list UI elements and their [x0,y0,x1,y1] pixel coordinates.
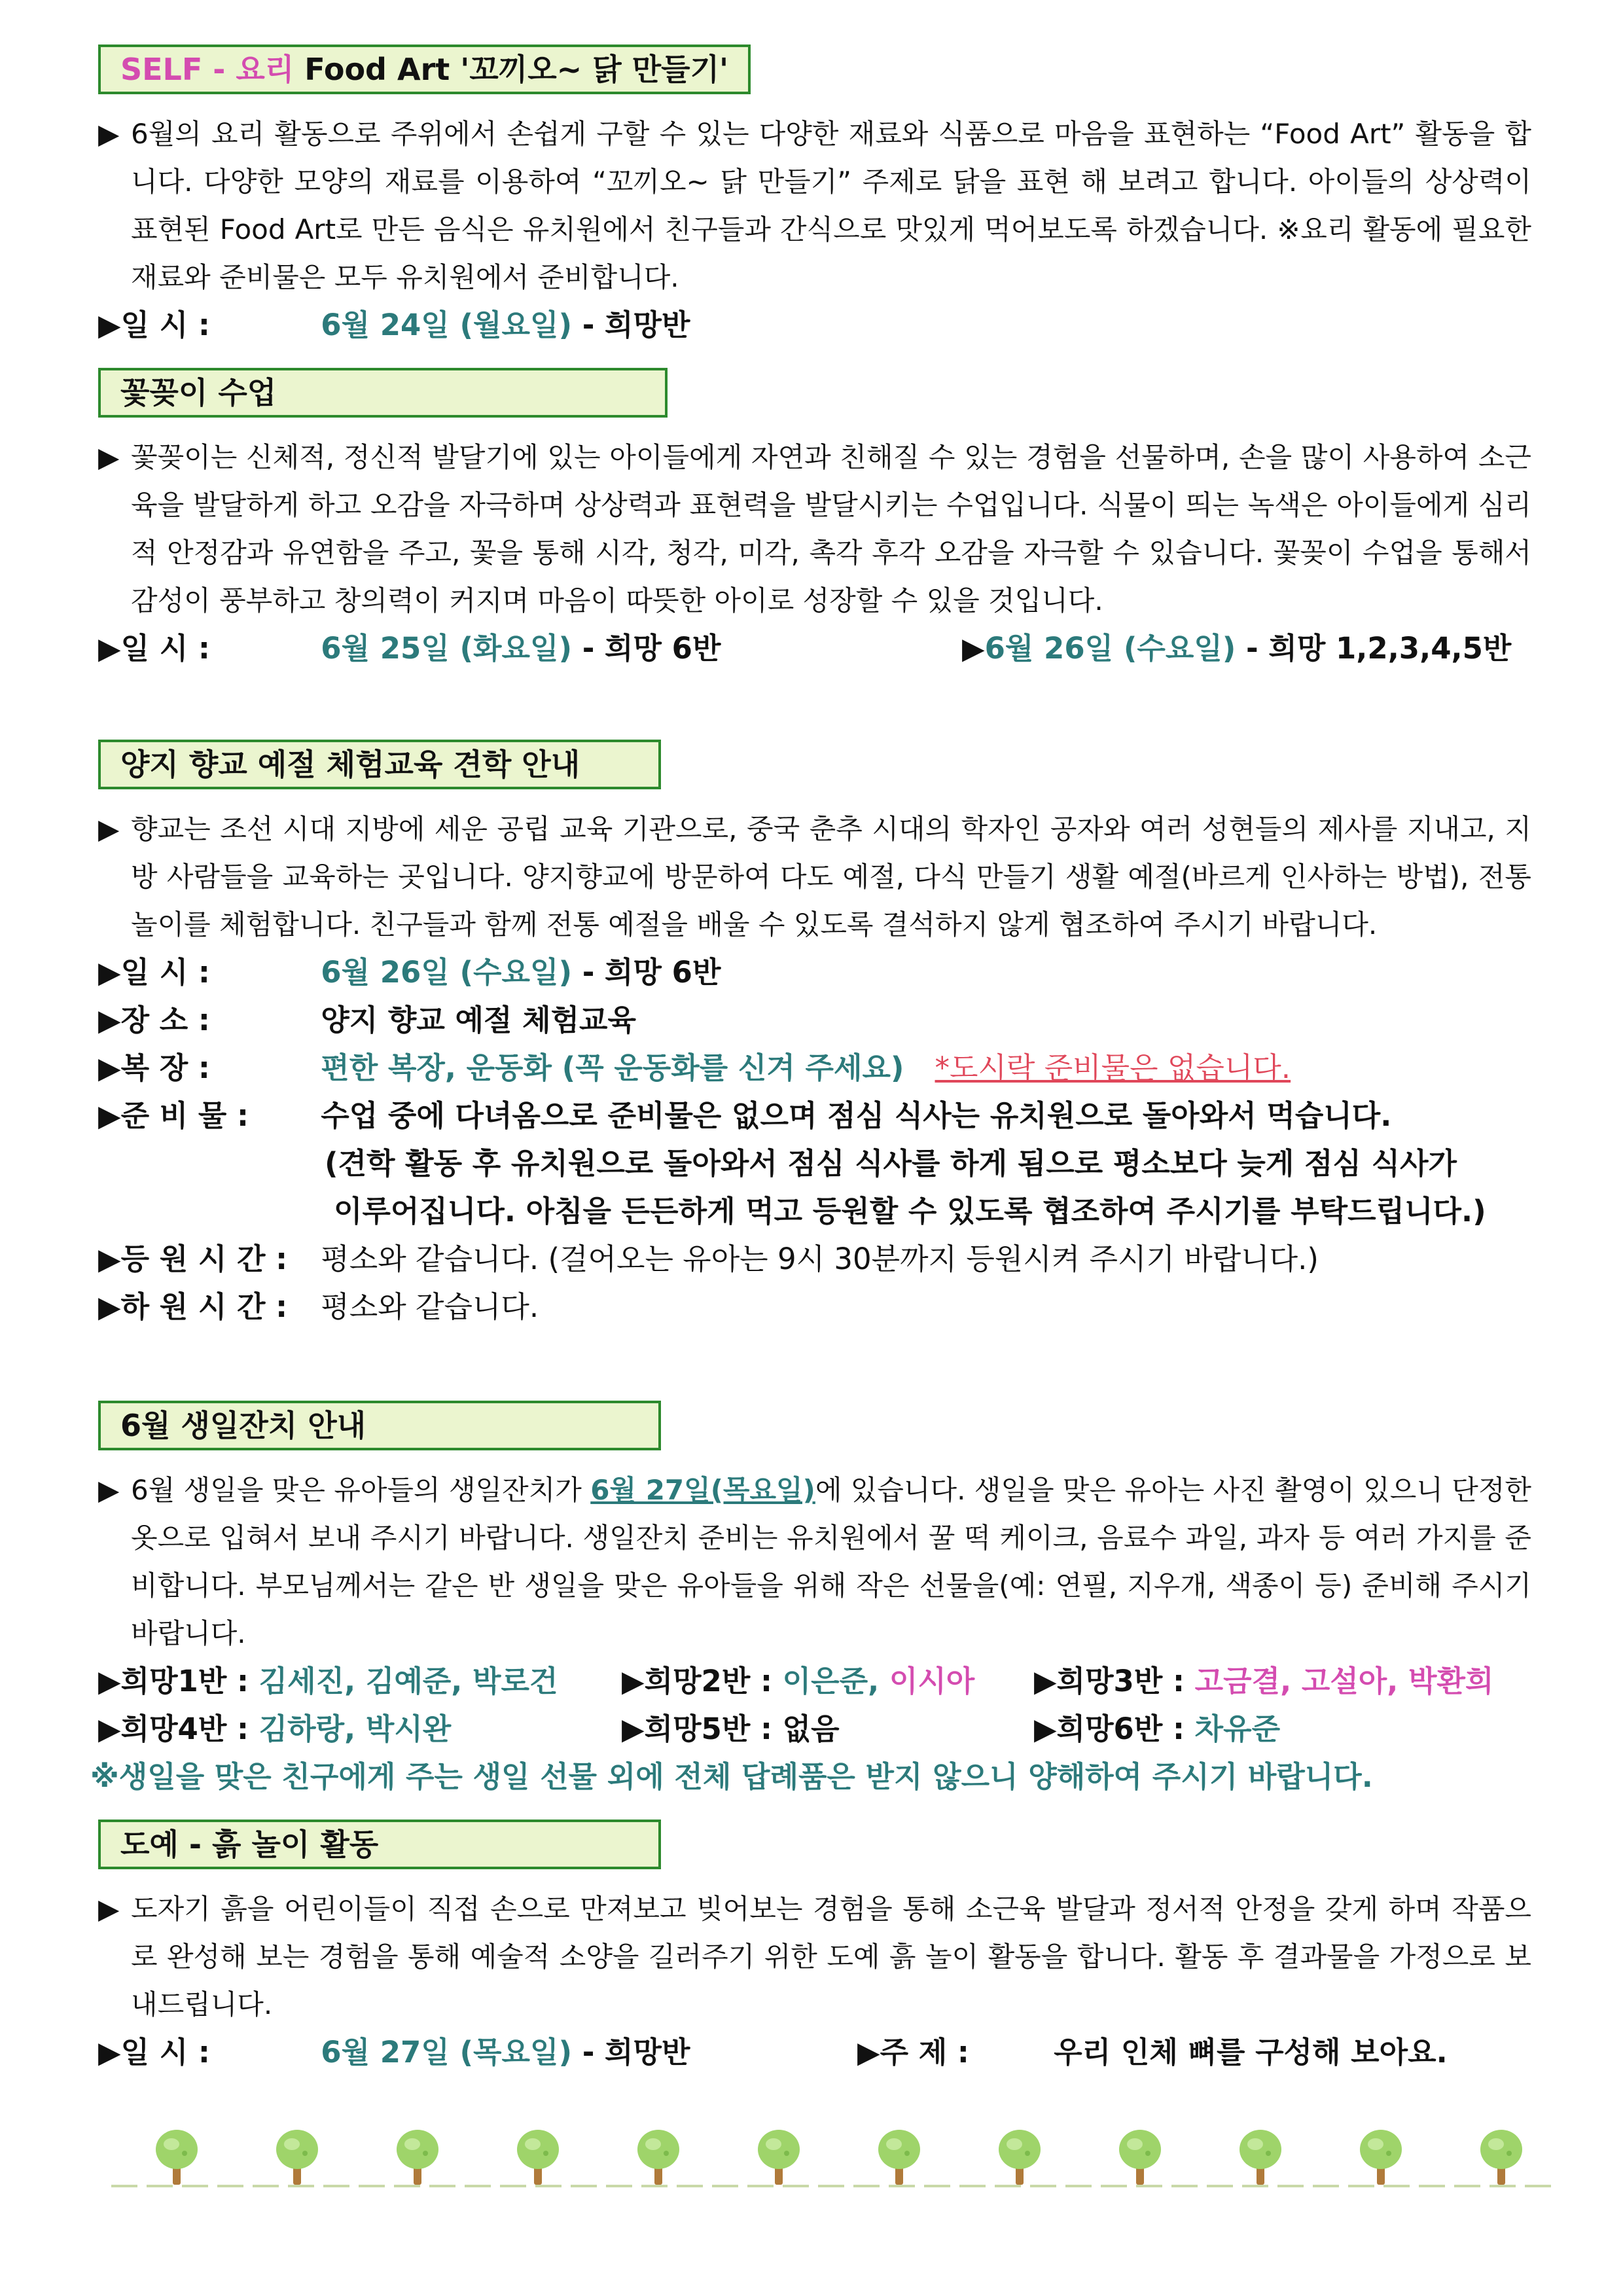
birthday-class-row-2 [98,1705,1531,1753]
clay-section [98,1820,1531,2076]
tree-icon [1475,2127,1527,2186]
class2-name-a: 이은준, [782,1664,880,1698]
place-label: 장 소 : [120,1003,210,1037]
flower-class-1: - 희망 6반 [582,631,721,666]
bullet-arrow-icon: ▶ [1034,1664,1057,1698]
clay-class: - 희망반 [582,2035,690,2070]
birthday-notice: ※생일을 맞은 친구에게 주는 생일 선물 외에 전체 답례품은 받지 않으니 양해하여 주시기 바랍니다. [90,1759,1373,1794]
clay-header: 도예 - 흙 놀이 활동 [98,1820,661,1869]
bullet-arrow-icon: ▶ [1034,1712,1057,1746]
prep-label: 준 비 물 : [120,1098,249,1133]
tree-icon [1234,2127,1287,2186]
bullet-arrow-icon: ▶ [962,631,985,666]
class3-group [1034,1657,1493,1705]
hyanggyo-dress: 편한 복장, 운동화 (꼭 운동화를 신겨 주세요) [321,1050,904,1085]
bullet-arrow-icon: ▶ [857,2035,880,2070]
flower-body-text: 꽃꽂이는 신체적, 정신적 발달기에 있는 아이들에게 자연과 친해질 수 있는 경험을 선물하며, 손을 많이 사용하여 소근육을 발달하게 하고 오감을 자극하며 상상력과 표현력을 발달시키는 수업입니다. 식물이 띄는 녹색은 아이들에게 심리적 안정감과 유연함을 주고, 꽃을 통해 시각, 청각, 미각, 촉각 후각 오감을 자극할 수 있습니다. 꽃꽂이 수업을 통해서 감성이 풍부하고 창의력이 커지며 마음이 따뜻한 아이로 성장할 수 있을 것입니다. [131,441,1531,617]
bullet-arrow-icon: ▶ [98,1893,120,1925]
class4-label: 희망4반 : [120,1712,249,1746]
food-art-class: - 희망반 [582,308,690,342]
hyanggyo-lunch-note: *도시락 준비물은 없습니다. [935,1050,1291,1085]
class5-group [622,1705,840,1753]
bullet-arrow-icon: ▶ [98,2035,121,2070]
hyanggyo-prep-line-3: 이루어집니다. 아침을 든든하게 먹고 등원할 수 있도록 협조하여 주시기를 부탁드립니다.) [334,1194,1486,1229]
tree-border-decoration [105,2127,1558,2199]
bullet-arrow-icon: ▶ [622,1664,645,1698]
tree-icon [512,2127,564,2186]
hyanggyo-body-text: 향교는 조선 시대 지방에 세운 공립 교육 기관으로, 중국 춘추 시대의 학자인 공자와 여러 성현들의 제사를 지내고, 지방 사람들을 교육하는 곳입니다. 양지향교에 방문하여 다도 예절, 다식 만들기 생활 예절(바르게 인사하는 방법), 전통 놀이를 체험합니다. 친구들과 함께 전통 예절을 배울 수 있도록 결석하지 않게 협조하여 주시기 바랍니다. [131,813,1531,941]
tree-icon [993,2127,1046,2186]
date-label: 일 시 : [120,308,210,342]
class5-names: 없음 [782,1712,840,1746]
flower-section [98,368,1531,672]
bullet-arrow-icon: ▶ [98,1242,121,1276]
class3-name-c: 박환희 [1408,1664,1494,1698]
bullet-arrow-icon: ▶ [98,813,120,845]
clay-body-text: 도자기 흙을 어린이들이 직접 손으로 만져보고 빚어보는 경험을 통해 소근육 발달과 정서적 안정을 갖게 하며 작품으로 완성해 보는 경험을 통해 예술적 소양을 길러주기 위한 도예 흙 놀이 활동을 합니다. 활동 후 결과물을 가정으로 보내드립니다. [131,1893,1531,2020]
class1-label: 희망1반 : [120,1664,249,1698]
flower-class-2: - 희망 1,2,3,4,5반 [1246,631,1512,666]
class5-label: 희망5반 : [644,1712,772,1746]
flower-date-row [98,624,1531,672]
tree-icon [632,2127,685,2186]
birthday-date: 6월 27일(목요일) [590,1474,815,1506]
tree-icon [271,2127,323,2186]
class2-name-b: 이시아 [889,1664,975,1698]
birthday-body-post: 에 있습니다. 생일을 맞은 유아는 사진 촬영이 있으니 단정한 옷으로 입혀서 보내 주시기 바랍니다. 생일잔치 준비는 유치원에서 꿀 떡 케이크, 음료수 과일, 과자 등 여러 가지를 준비합니다. 부모님께서는 같은 반 생일을 맞은 유아들을 위해 작은 선물을(예: 연필, 지우개, 색종이 등) 준비해 주시기 바랍니다. [131,1474,1531,1649]
food-art-date-row [98,301,1531,349]
bullet-arrow-icon: ▶ [98,1003,121,1037]
arrive-label: 등 원 시 간 : [120,1242,288,1276]
class4-names: 김하랑, 박시완 [259,1712,452,1746]
hyanggyo-arrive: 평소와 같습니다. (걸어오는 유아는 9시 30분까지 등원시켜 주시기 바랍니다.) [321,1242,1319,1276]
food-art-body [98,110,1531,301]
tree-icon [151,2127,203,2186]
bullet-arrow-icon: ▶ [98,1289,121,1324]
hyanggyo-section [98,740,1531,1331]
date-label: 일 시 : [120,2035,210,2070]
bullet-arrow-icon: ▶ [98,308,121,342]
bullet-arrow-icon: ▶ [622,1712,645,1746]
clay-topic-group [857,2028,1448,2076]
food-art-header-prefix: SELF - 요리 [120,52,294,87]
bullet-arrow-icon: ▶ [98,441,120,473]
birthday-body-pre: 6월 생일을 맞은 유아들의 생일잔치가 [131,1474,591,1506]
hyanggyo-place-row [98,996,1531,1044]
birthday-class-row-1 [98,1657,1531,1705]
birthday-section [90,1401,1531,1801]
bullet-arrow-icon: ▶ [98,955,121,990]
date-label: 일 시 : [120,631,210,666]
flower-body [98,433,1531,624]
birthday-header: 6월 생일잔치 안내 [98,1401,661,1450]
class3-label: 희망3반 : [1056,1664,1185,1698]
bullet-arrow-icon: ▶ [98,1474,120,1506]
clay-topic: 우리 인체 뼈를 구성해 보아요. [1054,2035,1448,2070]
hyanggyo-leave: 평소와 같습니다. [321,1289,539,1324]
clay-date-row [98,2028,1531,2076]
hyanggyo-class: - 희망 6반 [582,955,721,990]
hyanggyo-prep-line-2: (견학 활동 후 유치원으로 돌아와서 점심 식사를 하게 됨으로 평소보다 늦게 점심 식사가 [325,1146,1457,1181]
class1-names: 김세진, 김예준, 박로건 [259,1664,558,1698]
class3-names: 고금결, 고설아, [1194,1664,1399,1698]
bullet-arrow-icon: ▶ [98,1664,121,1698]
hyanggyo-date-row [98,948,1531,996]
hyanggyo-body [98,805,1531,948]
class2-group [622,1657,974,1705]
food-art-header [98,45,751,94]
hyanggyo-dress-row [98,1044,1531,1092]
hyanggyo-date: 6월 26일 (수요일) [321,955,573,990]
bullet-arrow-icon: ▶ [98,118,120,150]
flower-date-2: 6월 26일 (수요일) [984,631,1236,666]
tree-icon [1355,2127,1407,2186]
flower-date-2-group [962,624,1511,672]
flower-date-1: 6월 25일 (화요일) [321,631,573,666]
bullet-arrow-icon: ▶ [98,1098,121,1133]
date-label: 일 시 : [120,955,210,990]
class6-label: 희망6반 : [1056,1712,1185,1746]
food-art-date: 6월 24일 (월요일) [321,308,573,342]
leave-label: 하 원 시 간 : [120,1289,288,1324]
dress-label: 복 장 : [120,1050,210,1085]
hyanggyo-prep-line-1: 수업 중에 다녀옴으로 준비물은 없으며 점심 식사는 유치원으로 돌아와서 먹습니다. [321,1098,1392,1133]
class6-names: 차유준 [1194,1712,1281,1746]
hyanggyo-place: 양지 향교 예절 체험교육 [321,1003,636,1037]
clay-date: 6월 27일 (목요일) [321,2035,573,2070]
flower-header: 꽃꽂이 수업 [98,368,668,418]
bullet-arrow-icon: ▶ [98,1712,121,1746]
birthday-body [98,1466,1531,1657]
food-art-body-text: 6월의 요리 활동으로 주위에서 손쉽게 구할 수 있는 다양한 재료와 식품으로 마음을 표현하는 “Food Art” 활동을 합니다. 다양한 모양의 재료를 이용하여 “꼬끼오~ 닭 만들기” 주제로 닭을 표현 해 보려고 합니다. 아이들의 상상력이 표현된 Food Art로 만든 음식은 유치원에서 친구들과 간식으로 맛있게 먹어보도록 하겠습니다. ※요리 활동에 필요한 재료와 준비물은 모두 유치원에서 준비합니다. [131,118,1531,293]
bullet-arrow-icon: ▶ [98,1050,121,1085]
tree-icon [1114,2127,1166,2186]
hyanggyo-header: 양지 향교 예절 체험교육 견학 안내 [98,740,661,789]
bullet-arrow-icon: ▶ [98,631,121,666]
hyanggyo-arrive-row [98,1235,1531,1283]
food-art-header-title: Food Art '꼬끼오~ 닭 만들기' [294,52,729,87]
tree-icon [873,2127,925,2186]
tree-icon [391,2127,444,2186]
hyanggyo-prep-row [98,1092,1531,1139]
hyanggyo-leave-row [98,1283,1531,1331]
class6-group [1034,1705,1280,1753]
topic-label: 주 제 : [880,2035,969,2070]
class2-label: 희망2반 : [644,1664,772,1698]
clay-body [98,1885,1531,2028]
tree-icon [753,2127,805,2186]
food-art-section [98,45,1531,349]
